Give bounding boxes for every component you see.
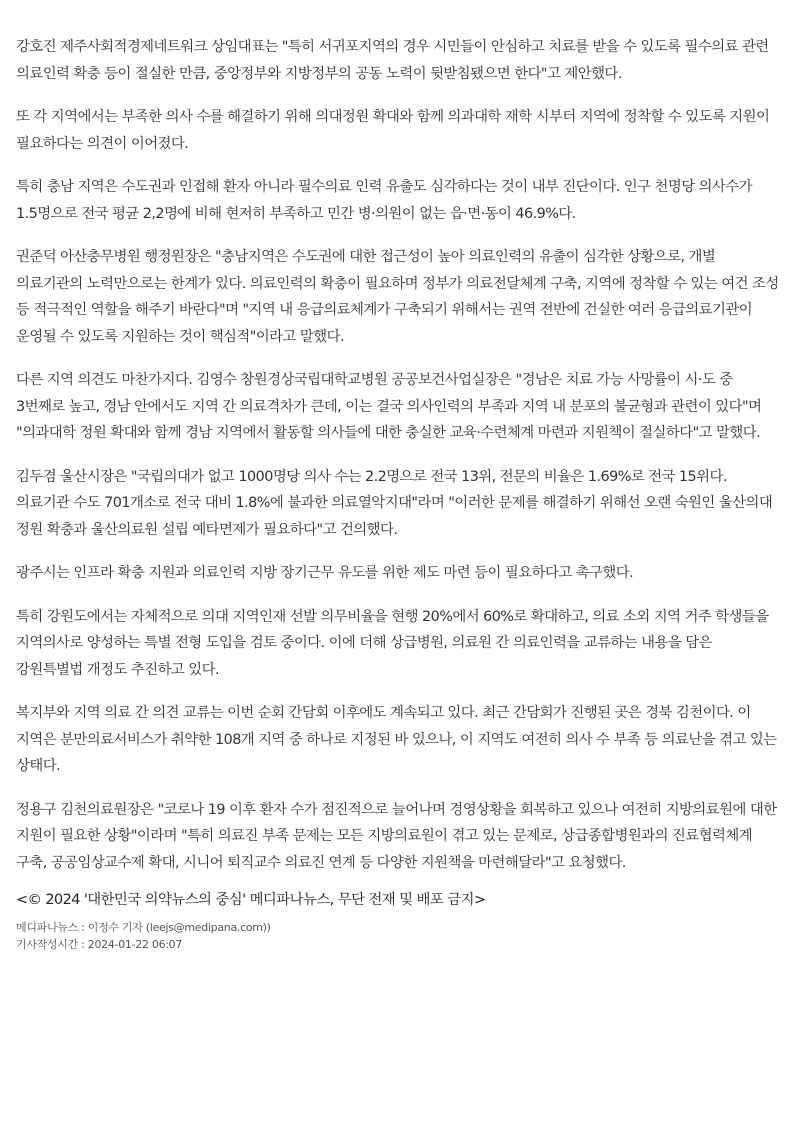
- article-paragraph: 다른 지역 의견도 마찬가지다. 김영수 창원경상국립대학교병원 공공보건사업실장은 "경남은 치료 가능 사망률이 시·도 중 3번째로 높고, 경남 안에서도 지역 간 의료격차가 큰데, 이는 결국 의사인력의 부족과 지역 내 분포의 불균형과 관련이 있다"며 "의과대학 정원 확대와 함께 경남 지역에서 활동할 의사들에 대한 충실한 교육·수련체계 마련과 지원책이 절실하다"고 말했다.: [16, 372, 762, 441]
- article-paragraph: 또 각 지역에서는 부족한 의사 수를 해결하기 위해 의대정원 확대와 함께 의과대학 재학 시부터 지역에 정착할 수 있도록 지원이 필요하다는 의견이 이어졌다.: [16, 109, 770, 152]
- article-timestamp: 기사작성시간 : 2024-01-22 06:07: [16, 938, 183, 951]
- article-byline: 메디파나뉴스 : 이정수 기자 (leejs@medipana.com)): [16, 921, 271, 934]
- article-paragraph: 권준덕 아산충무병원 행정원장은 "충남지역은 수도권에 대한 접근성이 높아 의료인력의 유출이 심각한 상황으로, 개별 의료기관의 노력만으로는 한계가 있다. 의료인력의 확충이 필요하며 정부가 의료전달체계 구축, 지역에 정착할 수 있는 여건 조성 등 적극적인 역할을 해주기 바란다"며 "지역 내 응급의료체계가 구축되기 위해서는 권역 전반에 건실한 여러 응급의료기관이 운영될 수 있도록 지원하는 것이 핵심적"이라고 말했다.: [16, 249, 779, 345]
- article-paragraph: 복지부와 지역 의료 간 의견 교류는 이번 순회 간담회 이후에도 계속되고 있다. 최근 간담회가 진행된 곳은 경북 김천이다. 이 지역은 분만의료서비스가 취약한 108개 지역 중 하나로 지정된 바 있으나, 이 지역도 여전히 의사 수 부족 등 의료난을 겪고 있는 상태다.: [16, 705, 777, 774]
- article-paragraph: 광주시는 인프라 확충 지원과 의료인력 지방 장기근무 유도를 위한 제도 마련 등이 필요하다고 촉구했다.: [16, 565, 634, 581]
- article-body: [16, 34, 780, 953]
- article-paragraph: 강호진 제주사회적경제네트워크 상임대표는 "특히 서귀포지역의 경우 시민들이 안심하고 치료를 받을 수 있도록 필수의료 관련 의료인력 확충 등이 절실한 만큼, 중앙정부와 지방정부의 공동 노력이 뒷받침됐으면 한다"고 제안했다.: [16, 39, 769, 82]
- article-paragraph: 특히 충남 지역은 수도권과 인접해 환자 아니라 필수의료 인력 유출도 심각하다는 것이 내부 진단이다. 인구 천명당 의사수가 1.5명으로 전국 평균 2,2명에 비해 현저히 부족하고 민간 병·의원이 없는 읍·면·동이 46.9%다.: [16, 179, 752, 222]
- copyright-notice: <© 2024 '대한민국 의약뉴스의 중심' 메디파나뉴스, 무단 전재 및 배포 금지>: [16, 892, 486, 908]
- article-paragraph: 김두겸 울산시장은 "국립의대가 없고 1000명당 의사 수는 2.2명으로 전국 13위, 전문의 비율은 1.69%로 전국 15위다. 의료기관 수도 701개소로 전국 대비 1.8%에 불과한 의료열악지대"라며 "이러한 문제를 해결하기 위해선 오랜 숙원인 울산의대 정원 확충과 울산의료원 설립 예타면제가 필요하다"고 건의했다.: [16, 468, 773, 538]
- article-paragraph: 특히 강원도에서는 자체적으로 의대 지역인재 선발 의무비율을 현행 20%에서 60%로 확대하고, 의료 소외 지역 거주 학생들을 지역의사로 양성하는 특별 전형 도입을 검토 중이다. 이에 더해 상급병원, 의료원 간 의료인력을 교류하는 내용을 담은 강원특별법 개정도 추진하고 있다.: [16, 608, 769, 678]
- article-paragraph: 정용구 김천의료원장은 "코로나 19 이후 환자 수가 점진적으로 늘어나며 경영상황을 회복하고 있으나 여전히 지방의료원에 대한 지원이 필요한 상황"이라며 "특히 의료진 부족 문제는 모든 지방의료원이 겪고 있는 문제로, 상급종합병원과의 진료협력체계 구축, 공공임상교수제 확대, 시니어 퇴직교수 의료진 연계 등 다양한 지원책을 마련해달라"고 요청했다.: [16, 801, 777, 871]
